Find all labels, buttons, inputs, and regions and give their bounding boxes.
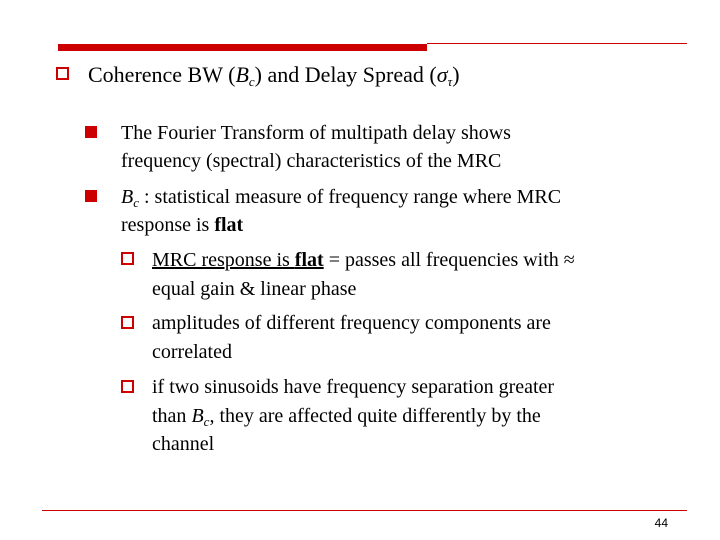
top-accent-bar: [58, 44, 427, 51]
bottom-rule: [42, 510, 687, 511]
sub2-line1: amplitudes of different frequency components are: [152, 312, 551, 334]
slide-title: Coherence BW $(B_c)$ and Delay Spread $(\sigma_\tau)$: [88, 62, 460, 89]
bullet-square-icon: [85, 190, 97, 202]
sub3-line2: than $B_c$, they are affected quite differently by the: [152, 405, 541, 429]
sub2-line2: correlated: [152, 341, 232, 363]
sub-bullet-icon: [121, 316, 134, 329]
page-number: 44: [654, 516, 668, 530]
sub3-line1: if two sinusoids have frequency separation greater: [152, 376, 555, 398]
bullet2-line2: response is flat: [121, 214, 244, 236]
bullet-square-icon: [85, 126, 97, 138]
sub-bullet-icon: [121, 252, 134, 265]
bullet1-line1: The Fourier Transform of multipath delay shows: [121, 122, 511, 144]
bullet1-line2: frequency (spectral) characteristics of the MRC: [121, 150, 502, 172]
bullet2-line1: $B_c$ : statistical measure of frequency range where MRC: [121, 186, 562, 210]
sub-bullet-icon: [121, 380, 134, 393]
sub3-line3: channel: [152, 433, 215, 455]
sub1-line2: equal gain & linear phase: [152, 278, 357, 300]
sub1-line1: MRC response is flat = passes all frequencies with ≈: [152, 249, 575, 271]
top-accent-line: [427, 43, 687, 44]
title-bullet-icon: [56, 67, 69, 80]
